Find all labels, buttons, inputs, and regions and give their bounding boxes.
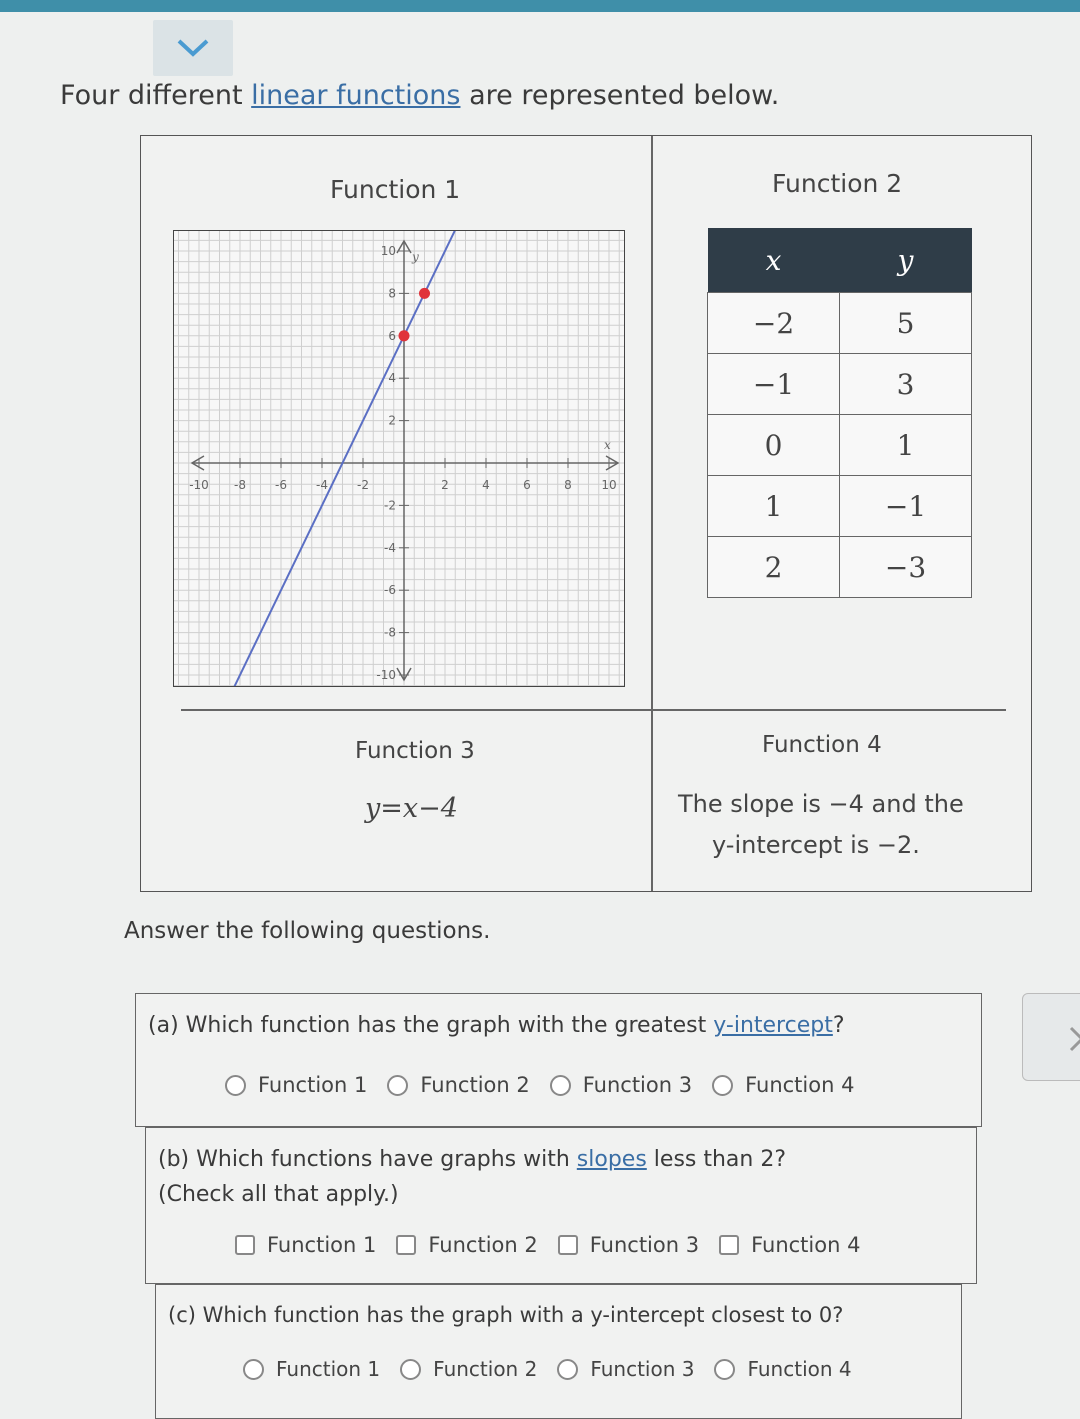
chevron-right-icon xyxy=(1067,1024,1080,1054)
cell-x: 2 xyxy=(708,537,840,598)
option-function-2[interactable] xyxy=(400,1357,537,1381)
x-tick-label: 10 xyxy=(601,478,617,492)
option-function-1[interactable] xyxy=(243,1357,380,1381)
x-tick-label: -10 xyxy=(189,478,209,492)
function-4-line1: The slope is −4 and the xyxy=(678,790,964,818)
x-tick-label: -8 xyxy=(234,478,246,492)
radio-button[interactable] xyxy=(714,1359,735,1380)
cell-x: −1 xyxy=(708,354,840,415)
header-y: y xyxy=(840,228,972,293)
function-3-equation: y=x−4 xyxy=(365,793,458,824)
option-function-1[interactable] xyxy=(225,1073,367,1097)
radio-button[interactable] xyxy=(387,1075,408,1096)
y-tick-label: 4 xyxy=(388,371,396,386)
question-b-options xyxy=(235,1233,880,1257)
y-tick-label: 2 xyxy=(388,413,396,428)
option-label: Function 2 xyxy=(428,1233,538,1257)
radio-button[interactable] xyxy=(225,1075,246,1096)
checkbox[interactable] xyxy=(235,1235,255,1255)
table-row xyxy=(708,476,972,537)
next-button[interactable] xyxy=(1022,993,1080,1081)
option-label: Function 1 xyxy=(276,1357,381,1381)
question-c-text: (c) Which function has the graph with a y-intercept closest to 0? xyxy=(168,1303,844,1327)
option-label: Function 3 xyxy=(590,1357,695,1381)
intro-before: Four different xyxy=(60,80,243,111)
cell-x: −2 xyxy=(708,293,840,354)
checkbox-function-2[interactable] xyxy=(396,1233,537,1257)
x-tick-label: 2 xyxy=(441,478,449,492)
cell-y: −1 xyxy=(840,476,972,537)
header-x: x xyxy=(708,228,840,293)
cell-y: −3 xyxy=(840,537,972,598)
radio-button[interactable] xyxy=(550,1075,571,1096)
function-2-title: Function 2 xyxy=(772,169,903,198)
x-tick-label: -6 xyxy=(275,478,287,492)
y-tick-label: -8 xyxy=(384,625,396,640)
linear-functions-link[interactable]: linear functions xyxy=(251,80,461,111)
question-b-instructions: (Check all that apply.) xyxy=(158,1182,399,1207)
table-row xyxy=(708,293,972,354)
y-intercept-link[interactable]: y-intercept xyxy=(713,1013,833,1038)
function-1-graph xyxy=(173,230,625,687)
option-label: Function 2 xyxy=(433,1357,538,1381)
question-a-after: ? xyxy=(832,1013,845,1038)
graph-canvas xyxy=(174,231,624,686)
cell-y: 5 xyxy=(840,293,972,354)
option-function-3[interactable] xyxy=(557,1357,694,1381)
option-label: Function 1 xyxy=(258,1073,368,1097)
checkbox-function-4[interactable] xyxy=(719,1233,860,1257)
option-label: Function 4 xyxy=(745,1073,855,1097)
chevron-down-icon xyxy=(176,38,210,58)
option-function-4[interactable] xyxy=(712,1073,854,1097)
option-label: Function 3 xyxy=(589,1233,700,1257)
answer-heading: Answer the following questions. xyxy=(124,918,491,944)
checkbox-function-1[interactable] xyxy=(235,1233,376,1257)
radio-button[interactable] xyxy=(400,1359,421,1380)
cell-x: 0 xyxy=(708,415,840,476)
question-b-after: less than 2? xyxy=(646,1147,787,1172)
collapse-button[interactable] xyxy=(153,20,233,76)
checkbox[interactable] xyxy=(396,1235,416,1255)
option-label: Function 1 xyxy=(267,1233,377,1257)
y-tick-label: 10 xyxy=(380,244,396,258)
y-axis-label: y xyxy=(412,250,419,264)
y-tick-label: 6 xyxy=(388,328,396,343)
function-1-line xyxy=(232,231,457,686)
table-row xyxy=(708,415,972,476)
option-label: Function 3 xyxy=(582,1073,693,1097)
table-row xyxy=(708,537,972,598)
cell-x: 1 xyxy=(708,476,840,537)
cell-y: 1 xyxy=(840,415,972,476)
x-tick-label: -2 xyxy=(357,478,369,492)
function-1-title: Function 1 xyxy=(330,175,461,204)
radio-button[interactable] xyxy=(712,1075,733,1096)
data-point xyxy=(399,330,410,341)
option-label: Function 2 xyxy=(420,1073,530,1097)
x-tick-label: -4 xyxy=(316,478,328,492)
x-tick-label: 4 xyxy=(482,478,490,492)
option-function-3[interactable] xyxy=(550,1073,692,1097)
intro-after: are represented below. xyxy=(469,80,780,111)
y-tick-label: -4 xyxy=(384,540,396,555)
function-2-table xyxy=(707,228,972,598)
slopes-link[interactable]: slopes xyxy=(576,1147,647,1172)
option-function-4[interactable] xyxy=(714,1357,851,1381)
question-c-options xyxy=(243,1357,872,1381)
data-point xyxy=(419,288,430,299)
option-label: Function 4 xyxy=(751,1233,861,1257)
x-tick-label: 8 xyxy=(564,478,572,492)
y-tick-label: -2 xyxy=(384,498,396,513)
y-tick-label: 8 xyxy=(388,286,396,301)
checkbox-function-3[interactable] xyxy=(558,1233,699,1257)
function-4-line2: y-intercept is −2. xyxy=(712,831,920,859)
radio-button[interactable] xyxy=(243,1359,264,1380)
question-a-text xyxy=(148,1013,845,1038)
checkbox[interactable] xyxy=(719,1235,739,1255)
y-tick-label: -6 xyxy=(384,583,396,598)
x-axis-label: x xyxy=(604,438,611,452)
option-function-2[interactable] xyxy=(387,1073,529,1097)
function-3-title: Function 3 xyxy=(355,738,475,764)
radio-button[interactable] xyxy=(557,1359,578,1380)
checkbox[interactable] xyxy=(558,1235,578,1255)
top-bar xyxy=(0,0,1080,12)
table-row xyxy=(708,354,972,415)
y-tick-label: -10 xyxy=(376,668,396,682)
x-tick-label: 6 xyxy=(523,478,531,492)
cell-y: 3 xyxy=(840,354,972,415)
question-b-before: (b) Which functions have graphs with xyxy=(158,1147,577,1172)
question-b-text xyxy=(158,1147,786,1172)
intro-text xyxy=(60,80,779,111)
question-a-options xyxy=(225,1073,874,1097)
option-label: Function 4 xyxy=(747,1357,852,1381)
question-a-before: (a) Which function has the graph with the greatest xyxy=(148,1013,714,1038)
function-4-title: Function 4 xyxy=(762,732,882,758)
